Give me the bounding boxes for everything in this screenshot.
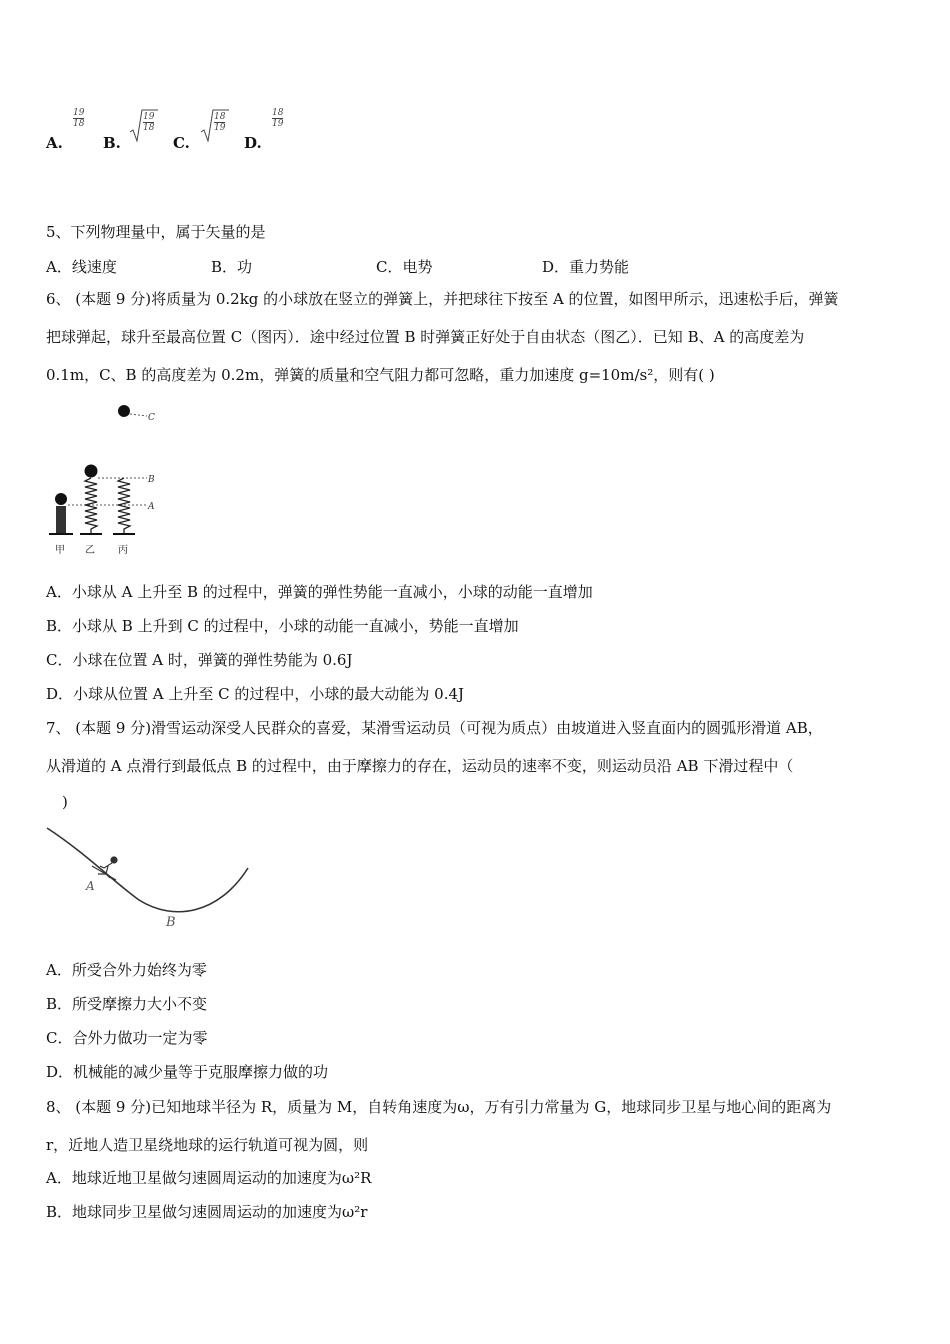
label-b-point: B: [166, 915, 176, 930]
q4-option-c-denominator: 19: [214, 123, 226, 133]
q4-option-c-numerator: 18: [214, 112, 226, 122]
q5-option-d: D．重力势能: [542, 258, 630, 276]
q4-option-b-sqrt: [129, 108, 159, 142]
label-jia: 甲: [55, 545, 65, 556]
q7-option-b: B．所受摩擦力大小不变: [46, 995, 208, 1013]
q6-stem-line-2: 把球弹起，球升至最高位置 C（图丙）．途中经过位置 B 时弹簧正好处于自由状态（图乙）．已知 B、A 的高度差为: [46, 328, 805, 346]
q7-ski-slope-figure: [44, 822, 254, 932]
q6-option-c: C．小球在位置 A 时，弹簧的弹性势能为 0.6J: [46, 651, 353, 669]
q4-option-c-sqrt: [200, 108, 230, 142]
q4-option-a-label: A.: [46, 134, 63, 152]
q7-option-c: C．合外力做功一定为零: [46, 1029, 208, 1047]
slope-arc-icon: [47, 828, 248, 912]
q8-stem-line-2: r，近地人造卫星绕地球的运行轨道可视为圆，则: [46, 1136, 369, 1154]
q6-option-d: D．小球从位置 A 上升至 C 的过程中，小球的最大动能为 0.4J: [46, 685, 465, 703]
q4-options: [46, 106, 346, 156]
q4-option-b-numerator: 19: [143, 112, 155, 122]
q4-option-c-label: C.: [173, 134, 190, 152]
label-b: B: [148, 475, 155, 485]
label-bing: 丙: [118, 545, 128, 556]
q5-options: [46, 256, 686, 276]
q8-option-a: A．地球近地卫星做匀速圆周运动的加速度为ω²R: [46, 1169, 372, 1187]
spring-yi-icon: [85, 478, 97, 533]
q7-option-a: A．所受合外力始终为零: [46, 961, 207, 979]
label-yi: 乙: [85, 545, 95, 556]
q5-option-c: C．电势: [376, 258, 433, 276]
ball-c-icon: [118, 405, 130, 417]
q4-option-a-denominator: 18: [73, 119, 85, 129]
q7-option-d: D．机械能的减少量等于克服摩擦力做的功: [46, 1063, 329, 1081]
ball-a-icon: [55, 493, 67, 505]
spring-jia-icon: [56, 506, 66, 533]
q6-spring-figure: [44, 398, 164, 558]
q4-option-d-label: D.: [244, 134, 262, 152]
q6-stem-line-3: 0.1m，C、B 的高度差为 0.2m，弹簧的质量和空气阻力都可忽略，重力加速度 g=10m/s²，则有( ): [46, 366, 715, 384]
q4-option-b-denominator: 18: [143, 123, 155, 133]
q4-option-a-numerator: 19: [73, 108, 85, 118]
skier-icon: [92, 857, 117, 880]
q5-option-b: B．功: [211, 258, 253, 276]
q7-stem-line-2: 从滑道的 A 点滑行到最低点 B 的过程中，由于摩擦力的存在，运动员的速率不变，则运动员沿 AB 下滑过程中（: [46, 757, 794, 775]
q6-option-b: B．小球从 B 上升到 C 的过程中，小球的动能一直减小，势能一直增加: [46, 617, 519, 635]
ball-b-icon: [85, 465, 98, 478]
q5-option-a: A．线速度: [46, 258, 117, 276]
q4-option-a-fraction: [73, 108, 84, 129]
q5-stem: 5、下列物理量中，属于矢量的是: [46, 223, 266, 241]
q7-stem-line-3: ): [62, 793, 68, 811]
label-a-point: A: [86, 879, 95, 893]
q6-stem-line-1: 6、 (本题 9 分)将质量为 0.2kg 的小球放在竖立的弹簧上，并把球往下按至 A 的位置，如图甲所示，迅速松手后，弹簧: [46, 290, 839, 308]
q7-stem-line-1: 7、 (本题 9 分)滑雪运动深受人民群众的喜爱，某滑雪运动员（可视为质点）由坡道进入竖直面内的圆弧形滑道 AB，: [46, 719, 823, 737]
label-c: C: [148, 413, 155, 423]
q6-option-a: A．小球从 A 上升至 B 的过程中，弹簧的弹性势能一直减小，小球的动能一直增加: [46, 583, 593, 601]
q8-option-b: B．地球同步卫星做匀速圆周运动的加速度为ω²r: [46, 1203, 368, 1221]
q4-option-d-denominator: 19: [272, 119, 284, 129]
q8-stem-line-1: 8、 (本题 9 分)已知地球半径为 R，质量为 M，自转角速度为ω，万有引力常量为 G，地球同步卫星与地心间的距离为: [46, 1098, 832, 1116]
q4-option-d-fraction: [272, 108, 283, 129]
label-a: A: [148, 502, 155, 512]
q4-option-d-numerator: 18: [272, 108, 284, 118]
q4-option-b-label: B.: [103, 134, 121, 152]
